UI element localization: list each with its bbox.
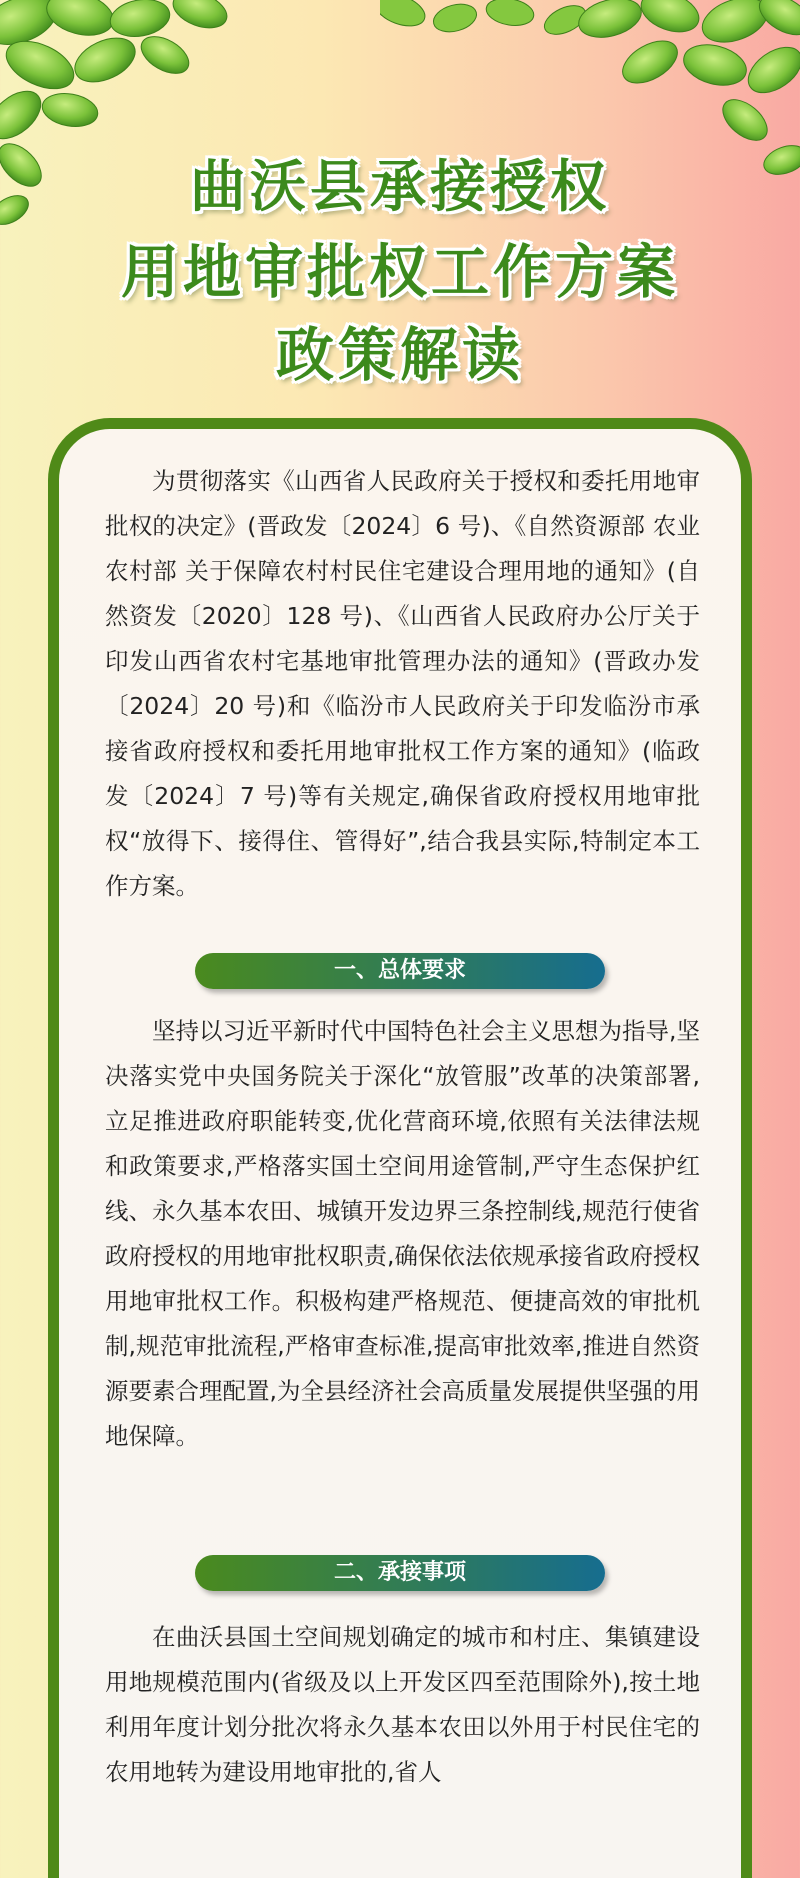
section-heading-undertaking-matters: 二、承接事项 [195,1555,605,1591]
section-text-overall-requirements: 坚持以习近平新时代中国特色社会主义思想为指导,坚决落实党中央国务院关于深化“放管服”改革的决策部署,立足推进政府职能转变,优化营商环境,依照有关法律法规和政策要求,严格落实国土空间用途管制,严守生态保护红线、永久基本农田、城镇开发边界三条控制线,规范行使省政府授权的用地审批权职责,确保依法依规承接省政府授权用地审批权工作。积极构建严格规范、便捷高效的审批机制,规范审批流程,严格审查标准,提高审批效率,推进自然资源要素合理配置,为全县经济社会高质量发展提供坚强的用地保障。 [105,1017,700,1450]
leaves-decoration-top [380,0,590,60]
page-title-line-2: 用地审批权工作方案 [120,238,679,306]
section-heading-overall-requirements: 一、总体要求 [195,953,605,989]
page-title-line-1: 曲沃县承接授权 [190,155,610,220]
section-text-undertaking-matters: 在曲沃县国土空间规划确定的城市和村庄、集镇建设用地规模范围内(省级及以上开发区四至范围除外),按土地利用年度计划分批次将永久基本农田以外用于村民住宅的农用地转为建设用地审批的,省人 [105,1623,700,1786]
page-title-line-3: 政策解读 [275,321,524,389]
intro-paragraph: 为贯彻落实《山西省人民政府关于授权和委托用地审批权的决定》(晋政发〔2024〕6 号)、《自然资源部 农业农村部 关于保障农村村民住宅建设合理用地的通知》(自然资发〔2020〕128 号)、《山西省人民政府办公厅关于印发山西省农村宅基地审批管理办法的通知》(晋政办发〔2024〕20 号)和《临汾市人民政府关于印发临汾市承接省政府授权和委托用地审批权工作方案的通知》(临政发〔2024〕7 号)等有关规定,确保省政府授权用地审批权“放得下、接得住、管得好”,结合我县实际,特制定本工作方案。 [105,467,700,900]
